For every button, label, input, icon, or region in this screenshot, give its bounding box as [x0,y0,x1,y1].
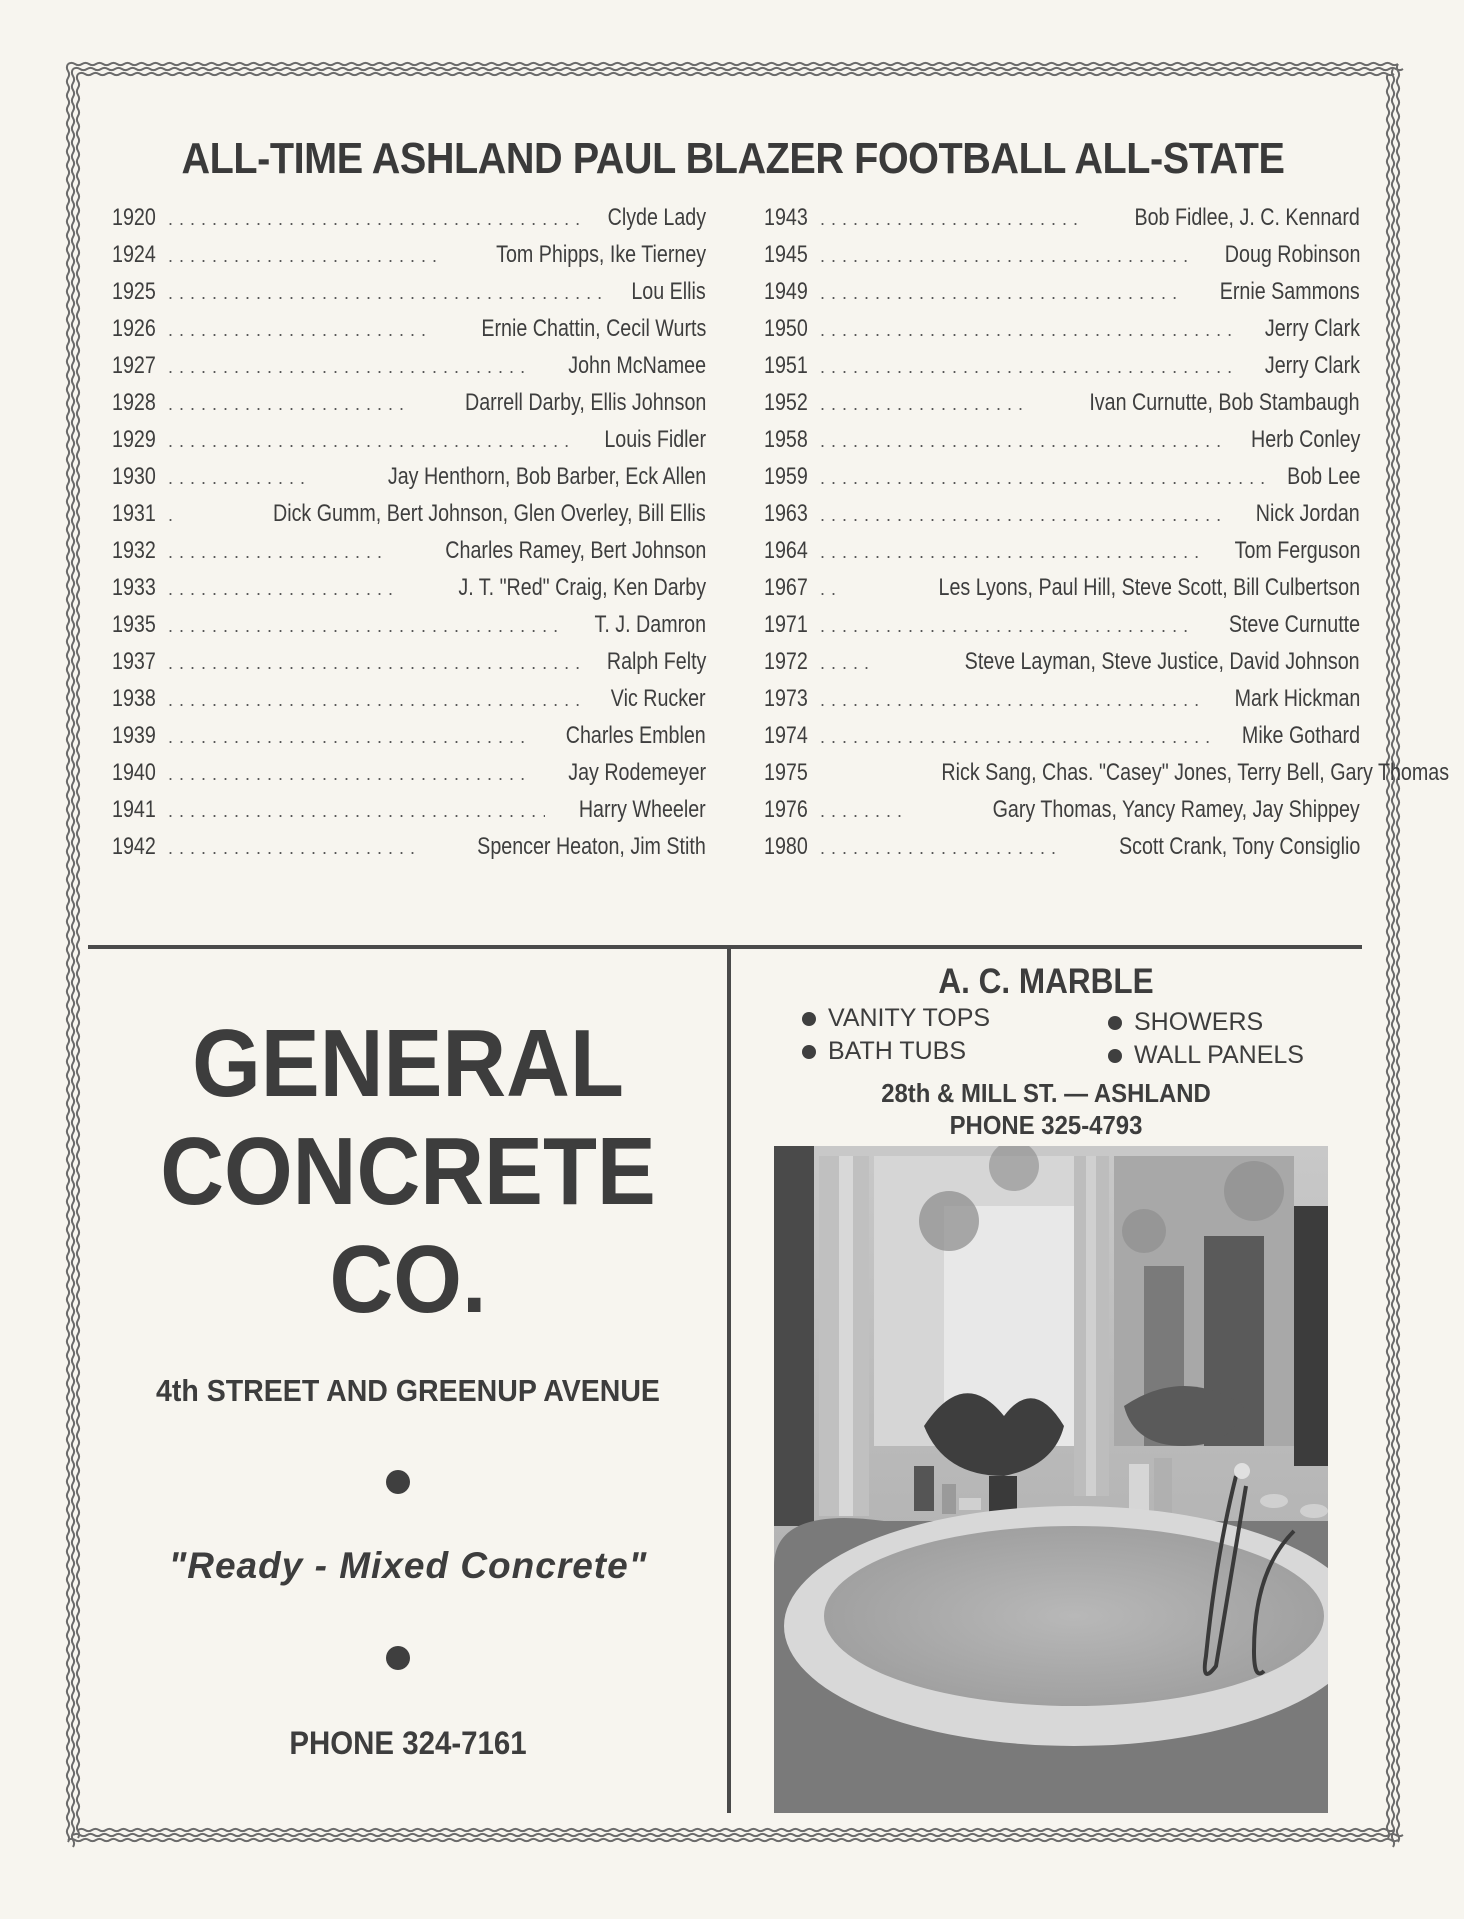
player-names: Gary Thomas, Yancy Ramey, Jay Shippey [992,796,1360,823]
border-wave-line [78,1829,1394,1831]
dot-leader [820,202,1079,236]
player-names: Mark Hickman [1234,685,1360,712]
year: 1929 [112,426,156,453]
all-state-row [112,201,706,238]
service-item-label: WALL PANELS [1134,1041,1304,1069]
all-state-row [764,275,1360,312]
player-names: John McNamee [568,352,706,379]
year: 1930 [112,463,156,490]
all-state-row [112,719,706,756]
all-state-row [112,497,706,534]
all-state-row [764,460,1360,497]
all-state-row [112,830,706,867]
all-state-row [764,386,1360,423]
year: 1958 [764,426,808,453]
general-concrete-phone: PHONE 324-7161 [289,1725,527,1761]
dot-leader [820,276,1183,310]
player-names: Dick Gumm, Bert Johnson, Glen Overley, Bill Ellis [273,500,706,527]
border-wave-line [67,64,69,1842]
year: 1959 [764,463,808,490]
service-item [1108,1041,1304,1070]
dot-leader [168,202,580,236]
all-state-row [764,682,1360,719]
player-names: Bob Fidlee, J. C. Kennard [1134,204,1360,231]
all-state-row [112,534,706,571]
year: 1972 [764,648,808,675]
dot-leader [820,387,1024,421]
dot-leader [168,276,609,310]
border-wave-line [1397,64,1399,1842]
player-names: T. J. Damron [594,611,706,638]
dot-leader [820,683,1201,717]
dot-leader [168,794,545,828]
year: 1951 [764,352,808,379]
dot-leader [820,609,1194,643]
player-names: Rick Sang, Chas. "Casey" Jones, Terry Bell, Gary Thomas [941,759,1450,786]
player-names: Nick Jordan [1256,500,1360,527]
all-state-row [764,312,1360,349]
all-state-list-right [764,201,1450,867]
all-state-row [112,312,706,349]
border-wave-line [77,74,79,1838]
dot-leader [168,498,172,532]
border-wave-line [68,63,1398,65]
company-name-line: CO. [329,1226,487,1333]
year: 1943 [764,204,808,231]
dot-leader [168,720,529,754]
player-names: Steve Layman, Steve Justice, David Johnson [965,648,1360,675]
player-names: Charles Emblen [565,722,706,749]
dot-leader [820,424,1221,458]
service-item [802,1037,966,1066]
bullet-dot-icon [386,1646,410,1670]
bullet-dot-icon [802,1045,816,1059]
year: 1935 [112,611,156,638]
service-item [802,1004,990,1033]
general-concrete-tagline: "Ready - Mixed Concrete" [168,1545,648,1586]
all-state-list-left [112,201,706,867]
company-name-line: GENERAL [192,1010,624,1117]
dot-leader [820,461,1265,495]
player-names: Tom Phipps, Ike Tierney [495,241,706,268]
all-state-row [112,349,706,386]
border-wave-line [1392,69,1394,1847]
dot-leader [168,535,382,569]
all-state-row [112,645,706,682]
year: 1945 [764,241,808,268]
service-item-label: BATH TUBS [828,1037,966,1065]
year: 1939 [112,722,156,749]
player-names: Vic Rucker [611,685,706,712]
service-item [1108,1008,1263,1037]
all-state-row [764,719,1360,756]
player-names: Spencer Heaton, Jim Stith [477,833,706,860]
all-state-row [764,608,1360,645]
ac-marble-name: A. C. MARBLE [938,962,1154,1001]
vertical-divider [727,945,731,1813]
year: 1937 [112,648,156,675]
year: 1941 [112,796,156,823]
year: 1975 [764,759,808,786]
company-name-line: CONCRETE [160,1118,656,1225]
dot-leader [168,683,584,717]
bullet-dot-icon [1108,1049,1122,1063]
dot-leader [820,646,872,680]
all-state-row [112,386,706,423]
year: 1924 [112,241,156,268]
player-names: Herb Conley [1250,426,1360,453]
player-names: Tom Ferguson [1234,537,1360,564]
border-wave-line [73,1834,1403,1836]
all-state-row [112,571,706,608]
all-state-row [764,423,1360,460]
player-names: Scott Crank, Tony Consiglio [1118,833,1360,860]
player-names: J. T. "Red" Craig, Ken Darby [458,574,706,601]
year: 1971 [764,611,808,638]
year: 1932 [112,537,156,564]
bullet-dot-icon [802,1012,816,1026]
dot-leader [820,313,1238,347]
player-names: Charles Ramey, Bert Johnson [444,537,706,564]
all-state-row [112,460,706,497]
player-names: Darrell Darby, Ellis Johnson [464,389,706,416]
player-names: Jay Rodemeyer [568,759,706,786]
all-state-row [112,238,706,275]
all-state-row [112,423,706,460]
bathroom-photo-icon [774,1146,1328,1813]
ac-marble-address: 28th & MILL ST. — ASHLAND [881,1078,1211,1108]
dot-leader [820,239,1189,273]
dot-leader [168,831,421,865]
dot-leader [820,831,1060,865]
player-names: Les Lyons, Paul Hill, Steve Scott, Bill Culbertson [938,574,1360,601]
player-names: Steve Curnutte [1228,611,1360,638]
border-wave-line [68,1839,1398,1841]
dot-leader [168,461,312,495]
all-state-row [764,756,1450,793]
bathroom-photo [774,1146,1328,1813]
year: 1980 [764,833,808,860]
player-names: Ernie Chattin, Cecil Wurts [481,315,706,342]
dot-leader [168,572,398,606]
year: 1925 [112,278,156,305]
all-state-row [764,645,1360,682]
dot-leader [820,720,1210,754]
all-state-row [764,238,1360,275]
service-item-label: SHOWERS [1134,1008,1264,1036]
all-state-row [112,756,706,793]
player-names: Ralph Felty [606,648,706,675]
ac-marble-phone: PHONE 325-4793 [949,1110,1143,1140]
dot-leader [820,535,1201,569]
dot-leader [168,387,406,421]
player-names: Lou Ellis [631,278,706,305]
year: 1976 [764,796,808,823]
dot-leader [168,424,576,458]
year: 1974 [764,722,808,749]
year: 1963 [764,500,808,527]
all-state-row [764,571,1360,608]
year: 1950 [764,315,808,342]
border-wave-line [78,73,1394,75]
general-concrete-address: 4th STREET AND GREENUP AVENUE [156,1373,660,1408]
all-state-row [764,534,1360,571]
dot-leader [168,757,532,791]
year: 1942 [112,833,156,860]
border-wave-line [1387,74,1389,1838]
year: 1967 [764,574,808,601]
general-concrete-name [114,1010,703,1334]
player-names: Doug Robinson [1224,241,1360,268]
all-state-row [764,201,1360,238]
year: 1964 [764,537,808,564]
all-state-row [112,275,706,312]
year: 1926 [112,315,156,342]
horizontal-divider [88,945,1362,949]
dot-leader [168,646,579,680]
all-state-row [764,497,1360,534]
service-item-label: VANITY TOPS [828,1004,991,1032]
player-names: Mike Gothard [1241,722,1360,749]
player-names: Jay Henthorn, Bob Barber, Eck Allen [387,463,706,490]
page-title: ALL-TIME ASHLAND PAUL BLAZER FOOTBALL ALL-STATE [181,134,1285,183]
dot-leader [820,794,906,828]
year: 1938 [112,685,156,712]
year: 1928 [112,389,156,416]
all-state-row [764,793,1360,830]
dot-leader [168,350,532,384]
year: 1949 [764,278,808,305]
player-names: Ivan Curnutte, Bob Stambaugh [1089,389,1360,416]
year: 1931 [112,500,156,527]
all-state-row [764,349,1360,386]
player-names: Jerry Clark [1264,352,1360,379]
bullet-dot-icon [1108,1016,1122,1030]
player-names: Harry Wheeler [579,796,706,823]
year: 1933 [112,574,156,601]
dot-leader [820,498,1227,532]
player-names: Bob Lee [1286,463,1360,490]
player-names: Louis Fidler [604,426,706,453]
player-names: Jerry Clark [1264,315,1360,342]
dot-leader [820,350,1238,384]
all-state-row [112,682,706,719]
dot-leader [820,572,840,606]
dot-leader [168,239,444,273]
year: 1927 [112,352,156,379]
all-state-row [112,793,706,830]
bullet-dot-icon [386,1470,410,1494]
year: 1952 [764,389,808,416]
year: 1920 [112,204,156,231]
border-wave-line [73,68,1403,70]
all-state-row [764,830,1360,867]
year: 1973 [764,685,808,712]
all-state-row [112,608,706,645]
player-names: Clyde Lady [607,204,706,231]
year: 1940 [112,759,156,786]
border-wave-line [72,69,74,1847]
dot-leader [168,609,564,643]
dot-leader [168,313,426,347]
player-names: Ernie Sammons [1219,278,1360,305]
